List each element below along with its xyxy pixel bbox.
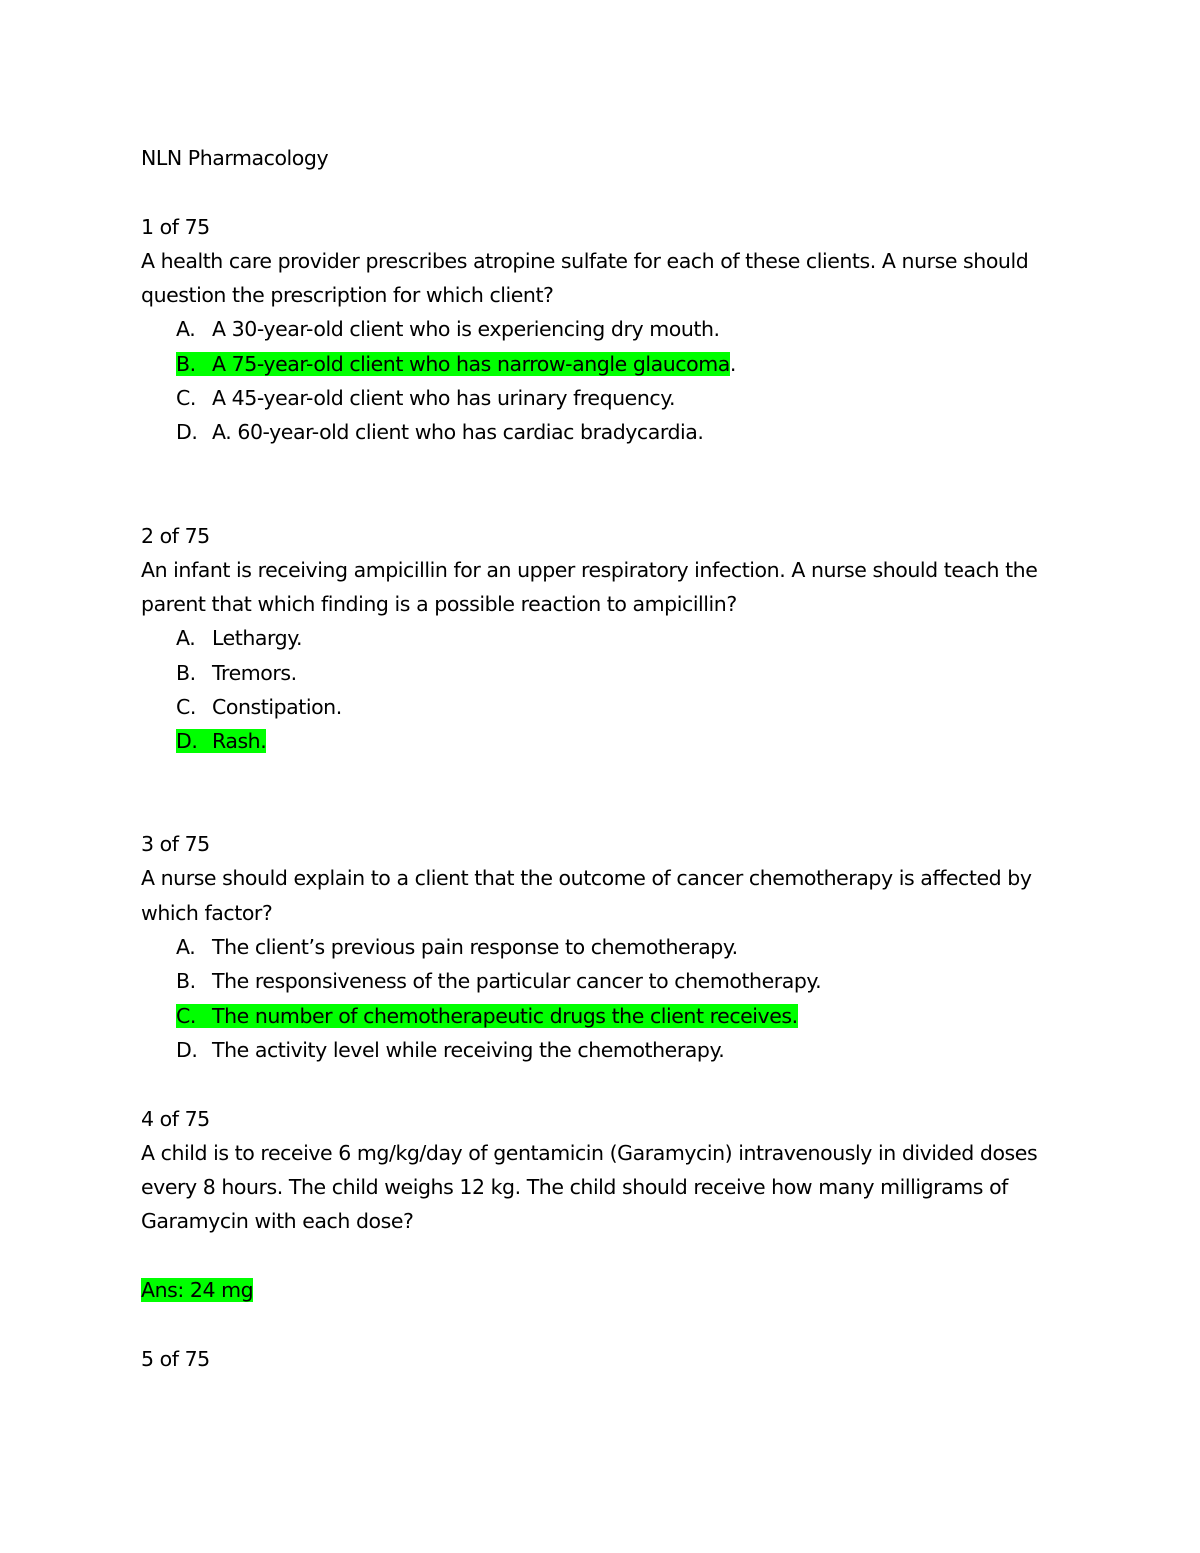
option-letter: A. [176, 317, 196, 341]
document-title: NLN Pharmacology [141, 146, 329, 170]
answer-option [176, 381, 675, 415]
answer-text: Ans: 24 mg [141, 1278, 254, 1302]
option-text: The number of chemotherapeutic drugs the client receives. [212, 1004, 798, 1028]
option-letter: A. [176, 935, 196, 959]
question-number: 2 of 75 [141, 524, 210, 548]
answer-option [176, 621, 302, 655]
option-text: A 75-year-old client who has narrow-angle glaucoma [212, 352, 730, 376]
option-text: Constipation. [212, 695, 342, 719]
question-number: 5 of 75 [141, 1347, 210, 1371]
option-text: Rash. [212, 729, 267, 753]
option-letter: D. [176, 1038, 198, 1062]
option-text: Tremors. [212, 661, 297, 685]
question-text-line: A nurse should explain to a client that the outcome of cancer chemotherapy is affected by [141, 866, 1032, 890]
question-text-line: A health care provider prescribes atropine sulfate for each of these clients. A nurse should [141, 249, 1029, 273]
option-text: The activity level while receiving the chemotherapy. [212, 1038, 725, 1062]
option-text: A 30-year-old client who is experiencing dry mouth. [212, 317, 720, 341]
answer-option [176, 1033, 724, 1067]
option-suffix: . [729, 352, 736, 376]
option-letter: A. [176, 626, 196, 650]
option-text: The responsiveness of the particular cancer to chemotherapy. [212, 969, 822, 993]
answer-option-correct [176, 347, 736, 381]
answer-option-correct [176, 724, 266, 758]
question-text-line: A child is to receive 6 mg/kg/day of gentamicin (Garamycin) intravenously in divided doses [141, 1141, 1038, 1165]
option-letter: C. [176, 1004, 196, 1028]
question-text-line: which factor? [141, 901, 273, 925]
answer-option [176, 415, 703, 449]
question-text-line: An infant is receiving ampicillin for an upper respiratory infection. A nurse should teach the [141, 558, 1038, 582]
option-letter: D. [176, 420, 198, 444]
option-letter: C. [176, 386, 196, 410]
answer-option [176, 930, 738, 964]
question-text-line: question the prescription for which client? [141, 283, 554, 307]
question-text-line: parent that which finding is a possible reaction to ampicillin? [141, 592, 737, 616]
answer-option [176, 656, 297, 690]
option-letter: B. [176, 661, 196, 685]
option-letter: C. [176, 695, 196, 719]
answer-option-correct [176, 999, 798, 1033]
option-letter: B. [176, 352, 196, 376]
answer-option [176, 690, 342, 724]
question-number: 4 of 75 [141, 1107, 210, 1131]
option-text: Lethargy. [212, 626, 303, 650]
answer-option [176, 964, 821, 998]
question-number: 1 of 75 [141, 215, 210, 239]
option-text: The client’s previous pain response to chemotherapy. [212, 935, 738, 959]
option-letter: B. [176, 969, 196, 993]
option-letter: D. [176, 729, 198, 753]
question-text-line: Garamycin with each dose? [141, 1209, 414, 1233]
answer-option [176, 312, 720, 346]
option-text: A 45-year-old client who has urinary frequency. [212, 386, 676, 410]
question-number: 3 of 75 [141, 832, 210, 856]
option-text: A. 60-year-old client who has cardiac bradycardia. [212, 420, 704, 444]
question-text-line: every 8 hours. The child weighs 12 kg. The child should receive how many milligrams of [141, 1175, 1008, 1199]
